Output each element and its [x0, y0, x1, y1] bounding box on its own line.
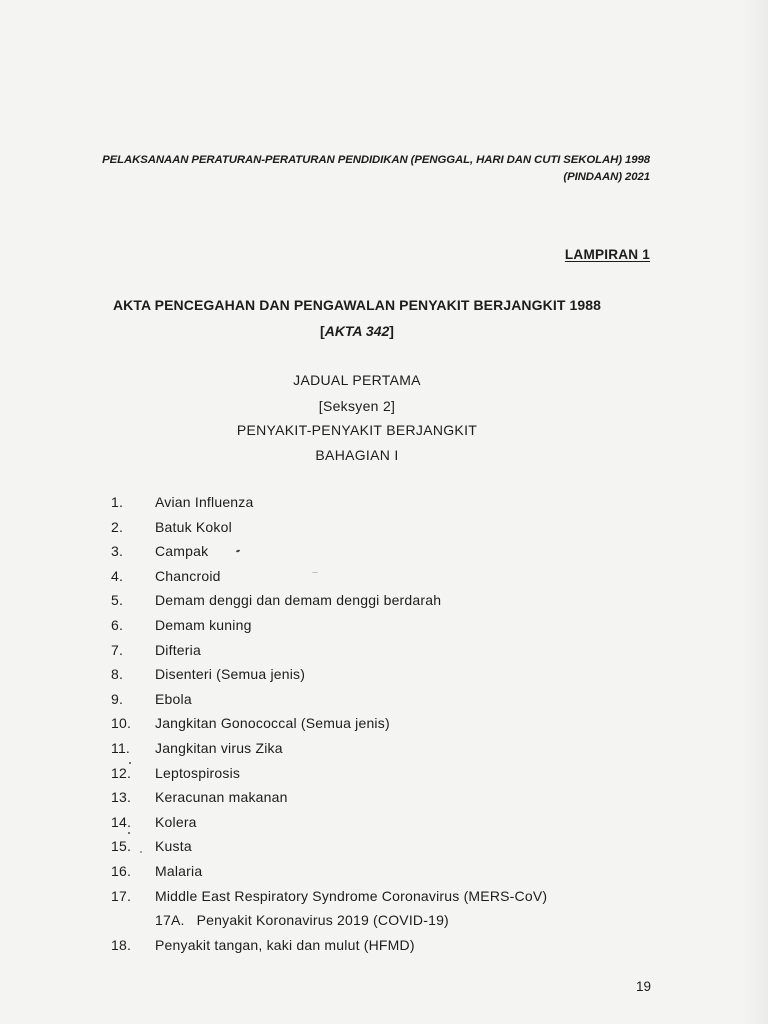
item-text: Keracunan makanan [155, 789, 288, 806]
scan-speck [129, 762, 131, 764]
list-item [0, 568, 768, 593]
list-item [0, 666, 768, 691]
schedule-part: BAHAGIAN I [315, 447, 399, 463]
list-item [0, 543, 768, 568]
schedule-title: JADUAL PERTAMA [293, 372, 421, 388]
item-number: 6. [111, 616, 124, 633]
item-text: Jangkitan Gonococcal (Semua jenis) [155, 715, 390, 732]
list-item [0, 937, 768, 962]
item-number: 17. [111, 887, 132, 904]
act-number-text: AKTA 342 [324, 323, 390, 339]
header-line-1: PELAKSANAAN PERATURAN-PERATURAN PENDIDIKAN (PENGGAL, HARI DAN CUTI SEKOLAH) 1998 [102, 154, 650, 166]
item-number: 13. [111, 789, 132, 806]
scan-speck [128, 832, 130, 834]
list-item-sub [0, 912, 768, 937]
item-number: 1. [111, 494, 124, 510]
item-text: Ebola [155, 690, 192, 707]
list-item [0, 789, 768, 814]
list-item [0, 814, 768, 839]
item-number: 10. [111, 715, 132, 732]
scan-speck [312, 572, 318, 573]
act-number [96, 323, 618, 339]
list-item [0, 691, 768, 716]
item-text: Difteria [155, 641, 201, 658]
disease-list [0, 494, 768, 961]
page-number: 19 [635, 979, 651, 994]
item-number: 15. [111, 838, 132, 855]
list-item [0, 519, 768, 544]
item-text: Jangkitan virus Zika [155, 739, 283, 756]
item-text [155, 912, 449, 928]
schedule-section: [Seksyen 2] [318, 398, 396, 414]
item-number: 9. [111, 690, 124, 707]
schedule-heading: PENYAKIT-PENYAKIT BERJANGKIT [236, 422, 478, 438]
item-number: 4. [111, 567, 124, 584]
item-number: 14. [111, 813, 132, 830]
item-text: Disenteri (Semua jenis) [155, 666, 306, 683]
item-number: 2. [111, 518, 124, 535]
item-text: Middle East Respiratory Syndrome Coronavirus (MERS-CoV) [155, 887, 548, 904]
list-item [0, 740, 768, 765]
item-number: 12. [111, 764, 132, 781]
item-name: Penyakit Koronavirus 2019 (COVID-19) [196, 912, 449, 929]
item-text: Chancroid [155, 567, 221, 584]
item-text: Campak [155, 543, 209, 560]
scan-speck [140, 851, 142, 853]
act-title: AKTA PENCEGAHAN DAN PENGAWALAN PENYAKIT BERJANGKIT 1988 [112, 297, 602, 313]
item-text: Avian Influenza [155, 494, 254, 510]
item-number: 11. [111, 739, 131, 756]
act-number-open: [ [320, 323, 325, 339]
item-text: Demam kuning [155, 616, 252, 633]
running-header [90, 152, 650, 186]
list-item [0, 838, 768, 863]
item-number: 8. [111, 666, 124, 683]
act-number-close: ] [389, 323, 394, 339]
item-text: Leptospirosis [155, 764, 241, 781]
item-number: 18. [111, 936, 132, 953]
item-text: Penyakit tangan, kaki dan mulut (HFMD) [155, 936, 415, 953]
item-number: 17A. [155, 912, 185, 929]
list-item [0, 617, 768, 642]
item-text: Demam denggi dan demam denggi berdarah [155, 592, 442, 609]
item-number: 3. [111, 543, 124, 560]
list-item [0, 494, 768, 519]
list-item [0, 715, 768, 740]
item-number: 16. [111, 862, 132, 879]
item-text: Malaria [155, 862, 203, 879]
list-item [0, 765, 768, 790]
list-item [0, 592, 768, 617]
list-item [0, 642, 768, 667]
item-text: Kusta [155, 838, 192, 855]
item-text: Batuk Kokol [155, 518, 232, 535]
list-item [0, 863, 768, 888]
item-number: 7. [111, 641, 124, 658]
list-item [0, 888, 768, 913]
appendix-label: LAMPIRAN 1 [564, 247, 650, 262]
item-text: Kolera [155, 813, 197, 830]
item-number: 5. [111, 592, 124, 609]
header-line-2: (PINDAAN) 2021 [563, 171, 650, 183]
